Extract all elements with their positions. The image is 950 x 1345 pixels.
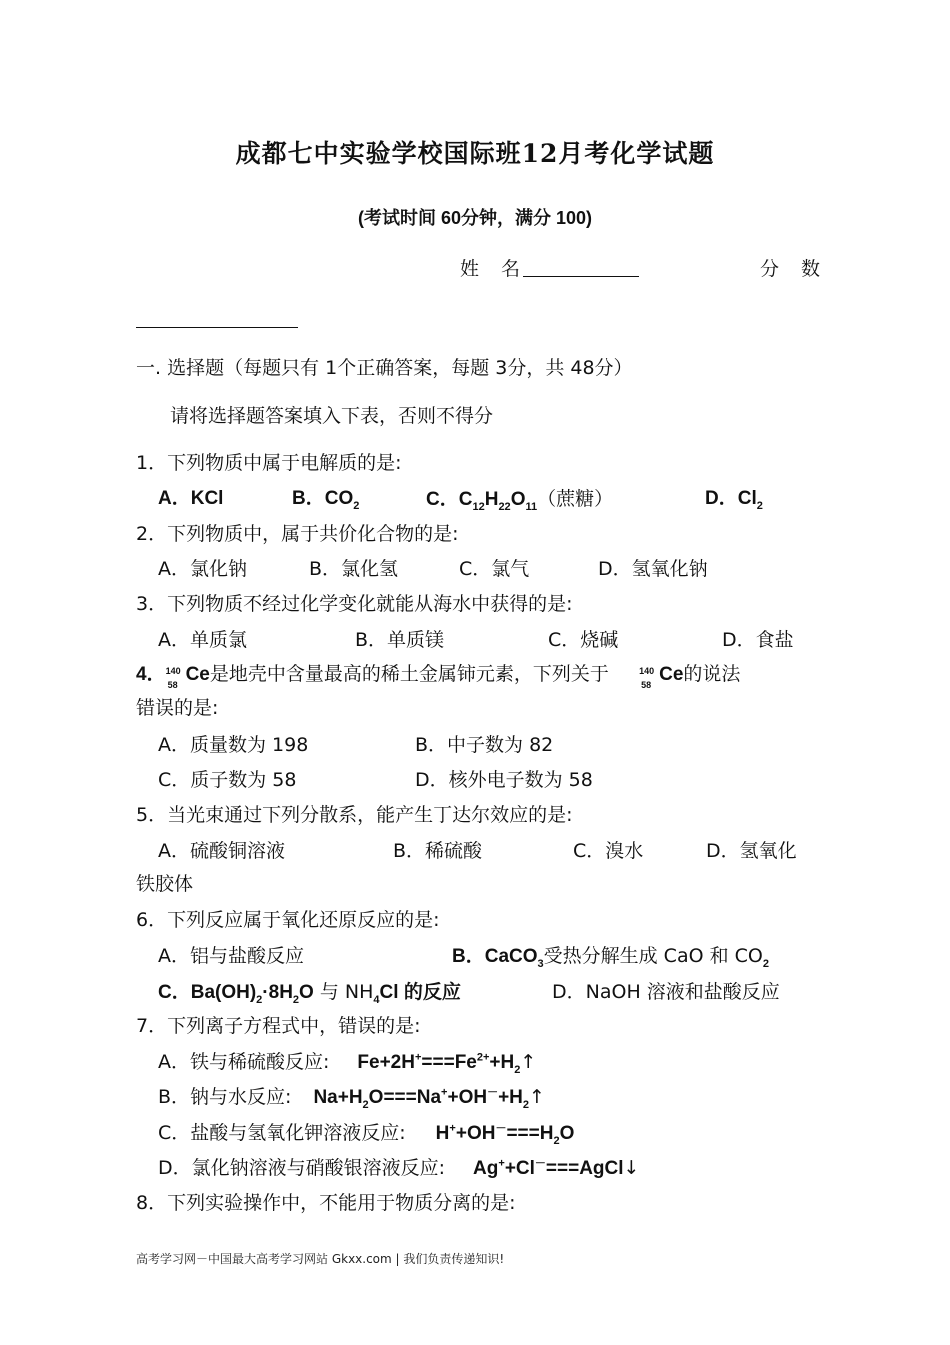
q4-option-c: C．质子数为 58 [158, 769, 297, 791]
q2-option-a: A．氯化钠 [158, 558, 247, 580]
q5-option-b: B．稀硫酸 [393, 840, 483, 862]
q3-option-d: D．食盐 [722, 629, 794, 651]
q5-option-d-cont: 铁胶体 [136, 873, 194, 895]
q4-option-a: A．质量数为 198 [158, 734, 309, 756]
q4-option-b: B．中子数为 82 [415, 734, 554, 756]
q5-option-c: C．溴水 [573, 840, 644, 862]
q2-option-b: B．氯化氢 [309, 558, 399, 580]
q3-option-b: B．单质镁 [355, 629, 445, 651]
question-4-stem-cont: 错误的是: [136, 697, 219, 719]
question-4-stem: 4． 140 58 Ce是地壳中含量最高的稀土金属铈元素，下列关于 140 58 Ce的说法 [136, 663, 741, 690]
q1-option-b: B．$CO_2$ [292, 488, 360, 512]
footer: 高考学习网－中国最大高考学习网站 Gkxx.com | 我们负责传递知识! [136, 1252, 505, 1266]
q6-option-a: A．铝与盐酸反应 [158, 945, 304, 967]
q1-option-d: D．$Cl_2$ [705, 488, 763, 512]
section-instruction: 请将选择题答案填入下表，否则不得分 [170, 405, 494, 427]
question-1-stem: 1．下列物质中属于电解质的是: [136, 452, 402, 474]
q2-option-d: D．氢氧化钠 [598, 558, 708, 580]
q6-option-c: C．$Ba(OH)_2\cdot 8H_2O$ 与 $NH_4Cl$ 的反应 [158, 981, 461, 1006]
q6-option-b: B．CaCO$_3$受热分解生成 CaO 和 $CO_2$ [452, 945, 769, 970]
question-5-stem: 5．当光束通过下列分散系，能产生丁达尔效应的是: [136, 804, 573, 826]
score-label: 分 数 [760, 258, 829, 280]
q5-option-d: D．氢氧化 [706, 840, 797, 862]
nuclide-symbol: 140 58 [639, 665, 655, 690]
q7-option-a: A．铁与稀硫酸反应: $Fe+2H^+===Fe^{2+}+H_2↑$ [158, 1051, 537, 1076]
q2-option-c: C．氯气 [459, 558, 530, 580]
q1-option-c: C．$C_{12}H_{22}O_{11}$（蔗糖） [426, 488, 614, 513]
name-label: 姓 名 [460, 258, 529, 280]
score-blank [136, 327, 298, 328]
exam-info: (考试时间 60分钟，满分 100) [357, 208, 593, 228]
q3-option-c: C．烧碱 [548, 629, 619, 651]
q3-option-a: A．单质氯 [158, 629, 247, 651]
section-heading: 一. 选择题（每题只有 1个正确答案，每题 3分，共 48分） [136, 357, 633, 379]
name-blank [523, 276, 639, 277]
q7-option-d: D．氯化钠溶液与硝酸银溶液反应: Ag++Cl－===AgCl↓ [158, 1157, 640, 1179]
q6-option-d: D．NaOH 溶液和盐酸反应 [552, 981, 780, 1003]
question-7-stem: 7．下列离子方程式中，错误的是: [136, 1015, 421, 1037]
q4-option-d: D．核外电子数为 58 [415, 769, 593, 791]
q1-option-a: A．KCl [158, 488, 224, 509]
q7-option-b: B．钠与水反应: $Na+H_2O===Na^++OH^-+H_2↑$ [158, 1086, 545, 1111]
question-8-stem: 8．下列实验操作中，不能用于物质分离的是: [136, 1192, 516, 1214]
nuclide-symbol: 140 58 [165, 665, 181, 690]
q7-option-c: C．盐酸与氢氧化钾溶液反应: $H^++OH^-===H_2O$ [158, 1122, 575, 1147]
q5-option-a: A．硫酸铜溶液 [158, 840, 285, 862]
question-6-stem: 6．下列反应属于氧化还原反应的是: [136, 909, 440, 931]
question-2-stem: 2．下列物质中，属于共价化合物的是: [136, 523, 459, 545]
question-3-stem: 3．下列物质不经过化学变化就能从海水中获得的是: [136, 593, 573, 615]
page-title: 成都七中实验学校国际班12月考化学试题 [235, 139, 715, 168]
